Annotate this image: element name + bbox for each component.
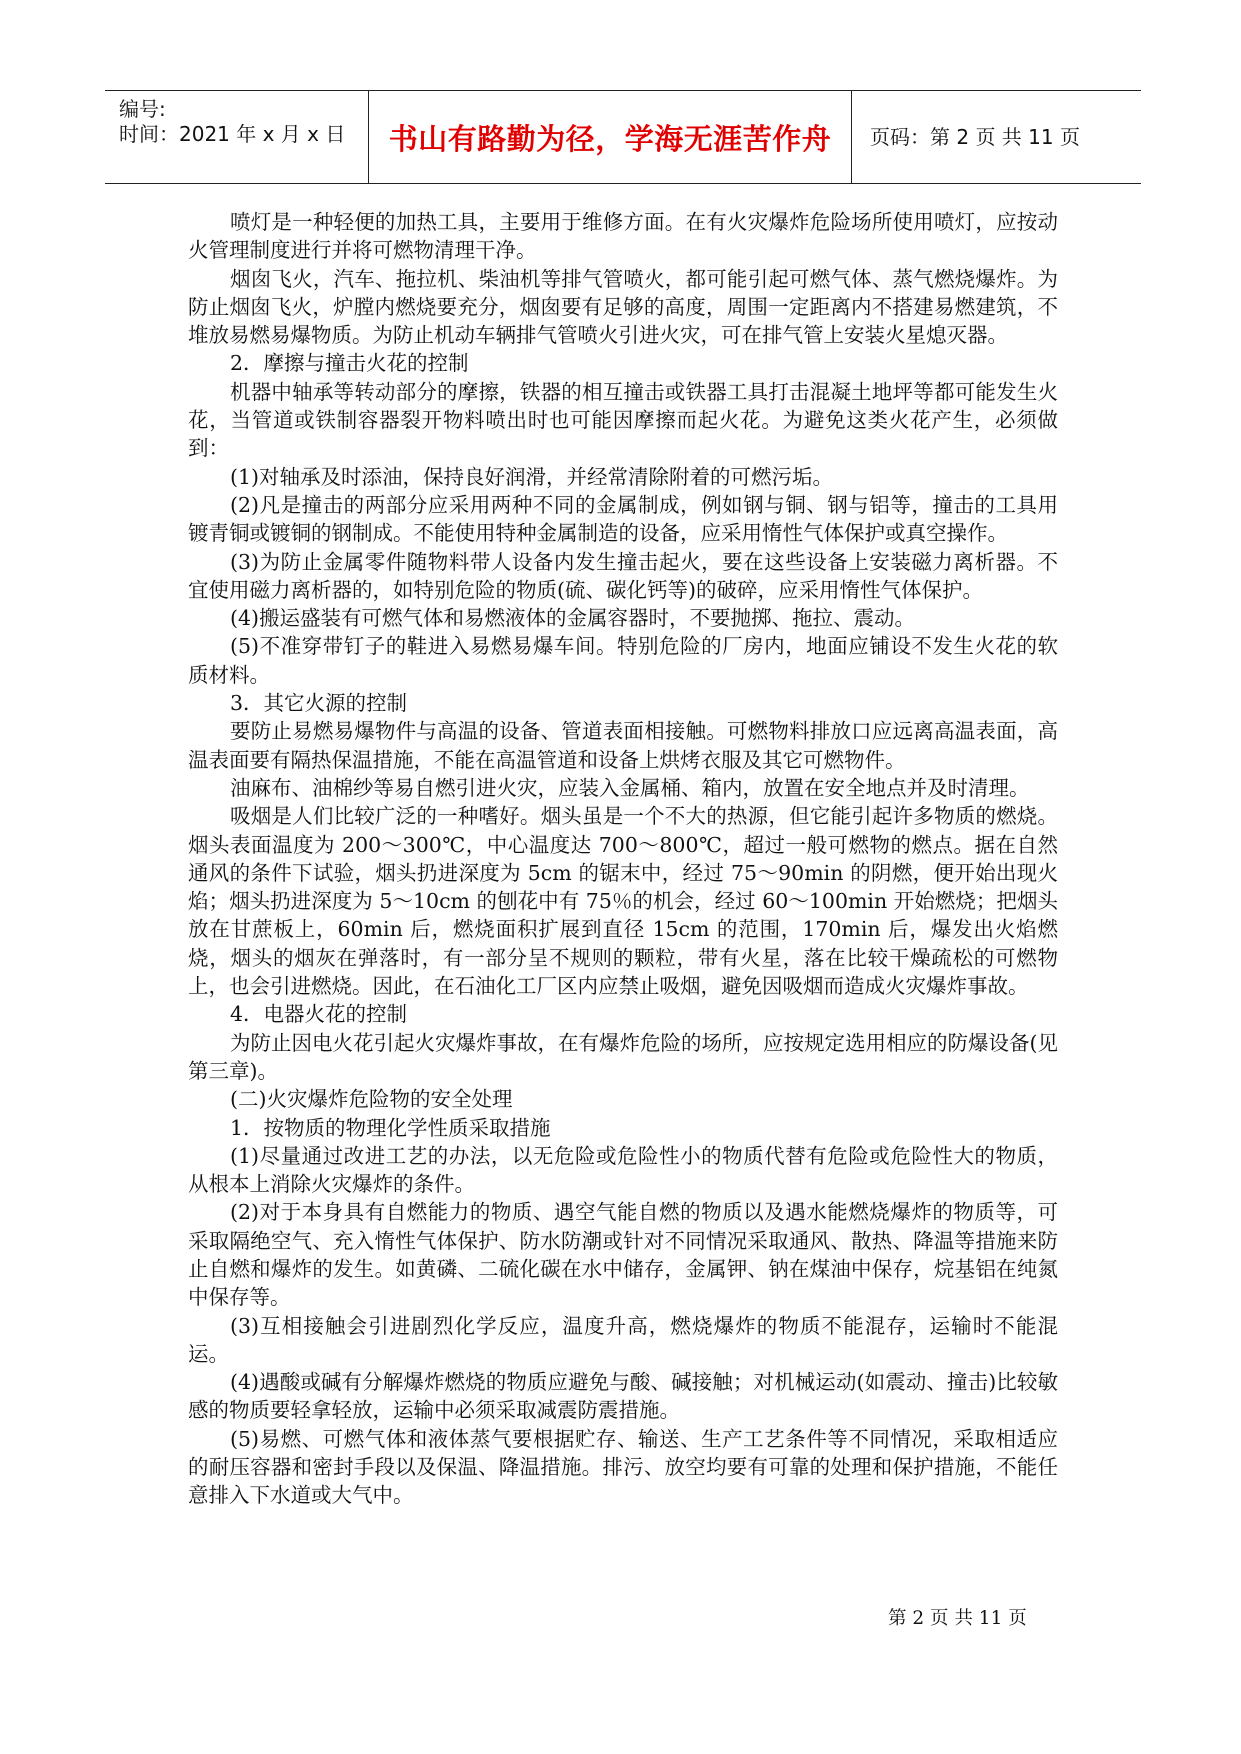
section-heading: 1．按物质的物理化学性质采取措施 bbox=[230, 1115, 551, 1140]
header-page-cell bbox=[852, 91, 1141, 183]
list-item: (4)遇酸或碱有分解爆炸燃烧的物质应避免与酸、碱接触；对机械运动(如震动、撞击)比较敏感的物质要轻拿轻放，运输中必须采取减震防震措施。 bbox=[188, 1370, 1058, 1423]
list-item: (1)对轴承及时添油，保持良好润滑，并经常清除附着的可燃污垢。 bbox=[230, 464, 834, 489]
list-item: (5)易燃、可燃气体和液体蒸气要根据贮存、输送、生产工艺条件等不同情况，采取相适应的耐压容器和密封手段以及保温、降温措施。排污、放空均要有可靠的处理和保护措施，不能任意排入下水道或大气中。 bbox=[188, 1426, 1058, 1508]
list-item: (1)尽量通过改进工艺的办法，以无危险或危险性小的物质代替有危险或危险性大的物质，从根本上消除火灾爆炸的条件。 bbox=[188, 1143, 1058, 1197]
header-info-cell bbox=[105, 91, 369, 183]
header-motto: 书山有路勤为径，学海无涯苦作舟 bbox=[388, 121, 832, 156]
body-paragraph: 油麻布、油棉纱等易自燃引进火灾，应装入金属桶、箱内，放置在安全地点并及时清理。 bbox=[230, 775, 1030, 800]
document-number-label: 编号: bbox=[119, 97, 166, 121]
header-motto-cell bbox=[369, 91, 852, 183]
page-footer: 第 2 页 共 11 页 bbox=[888, 1608, 1027, 1629]
section-heading: 4．电器火花的控制 bbox=[230, 1002, 408, 1027]
list-item: (3)互相接触会引进剧烈化学反应，温度升高，燃烧爆炸的物质不能混存，运输时不能混运。 bbox=[188, 1313, 1058, 1366]
document-time-label: 时间：2021 年 x 月 x 日 bbox=[119, 122, 346, 146]
section-heading: 2．摩擦与撞击火花的控制 bbox=[230, 351, 469, 376]
list-item: (2)凡是撞击的两部分应采用两种不同的金属制成，例如钢与铜、钢与铝等，撞击的工具用镀青铜或镀铜的钢制成。不能使用特种金属制造的设备，应采用惰性气体保护或真空操作。 bbox=[188, 492, 1058, 546]
section-heading: (二)火灾爆炸危险物的安全处理 bbox=[230, 1087, 513, 1112]
list-item: (5)不准穿带钉子的鞋进入易燃易爆车间。特别危险的厂房内，地面应铺设不发生火花的软质材料。 bbox=[188, 634, 1058, 687]
body-paragraph: 吸烟是人们比较广泛的一种嗜好。烟头虽是一个不大的热源，但它能引起许多物质的燃烧。烟头表面温度为 200～300℃，中心温度达 700～800℃，超过一般可燃物的燃点。据在自然通风的条件下试验，烟头扔进深度为 5cm 的锯末中，经过 75～90min 的阴燃，便开始出现火焰；烟头扔进深度为 5～10cm 的刨花中有 75％的机会，经过 60～100min 开始燃烧；把烟头放在甘蔗板上，60min 后，燃烧面积扩展到直径 15cm 的范围，170min 后，爆发出火焰燃烧，烟头的烟灰在弹落时，有一部分呈不规则的颗粒，带有火星，落在比较干燥疏松的可燃物上，也会引进燃烧。因此，在石油化工厂区内应禁止吸烟，避免因吸烟而造成火灾爆炸事故。 bbox=[188, 804, 1058, 999]
body-paragraph: 烟囱飞火，汽车、拖拉机、柴油机等排气管喷火，都可能引起可燃气体、蒸气燃烧爆炸。为防止烟囱飞火，炉膛内燃烧要充分，烟囱要有足够的高度，周围一定距离内不搭建易燃建筑，不堆放易燃易爆物质。为防止机动车辆排气管喷火引进火灾，可在排气管上安装火星熄灭器。 bbox=[188, 266, 1058, 348]
document-body bbox=[188, 208, 1058, 1510]
body-paragraph: 机器中轴承等转动部分的摩擦，铁器的相互撞击或铁器工具打击混凝土地坪等都可能发生火花，当管道或铁制容器裂开物料喷出时也可能因摩擦而起火花。为避免这类火花产生，必须做到： bbox=[188, 379, 1058, 461]
list-item: (4)搬运盛装有可燃气体和易燃液体的金属容器时，不要抛掷、拖拉、震动。 bbox=[230, 606, 916, 631]
section-heading: 3．其它火源的控制 bbox=[230, 691, 408, 716]
body-paragraph: 为防止因电火花引起火灾爆炸事故，在有爆炸危险的场所，应按规定选用相应的防爆设备(见第三章)。 bbox=[188, 1030, 1058, 1083]
page-header bbox=[105, 90, 1141, 184]
body-paragraph: 要防止易燃易爆物件与高温的设备、管道表面相接触。可燃物料排放口应远离高温表面，高温表面要有隔热保温措施，不能在高温管道和设备上烘烤衣服及其它可燃物件。 bbox=[188, 719, 1058, 772]
header-page-number: 页码：第 2 页 共 11 页 bbox=[870, 125, 1080, 149]
list-item: (3)为防止金属零件随物料带人设备内发生撞击起火，要在这些设备上安装磁力离析器。不宜使用磁力离析器的，如特别危险的物质(硫、碳化钙等)的破碎，应采用惰性气体保护。 bbox=[188, 549, 1058, 602]
list-item: (2)对于本身具有自燃能力的物质、遇空气能自燃的物质以及遇水能燃烧爆炸的物质等，可采取隔绝空气、充入惰性气体保护、防水防潮或针对不同情况采取通风、散热、降温等措施来防止自燃和爆炸的发生。如黄磷、二硫化碳在水中储存，金属钾、钠在煤油中保存，烷基铝在纯氮中保存等。 bbox=[188, 1200, 1058, 1310]
body-paragraph: 喷灯是一种轻便的加热工具，主要用于维修方面。在有火灾爆炸危险场所使用喷灯，应按动火管理制度进行并将可燃物清理干净。 bbox=[188, 210, 1058, 263]
